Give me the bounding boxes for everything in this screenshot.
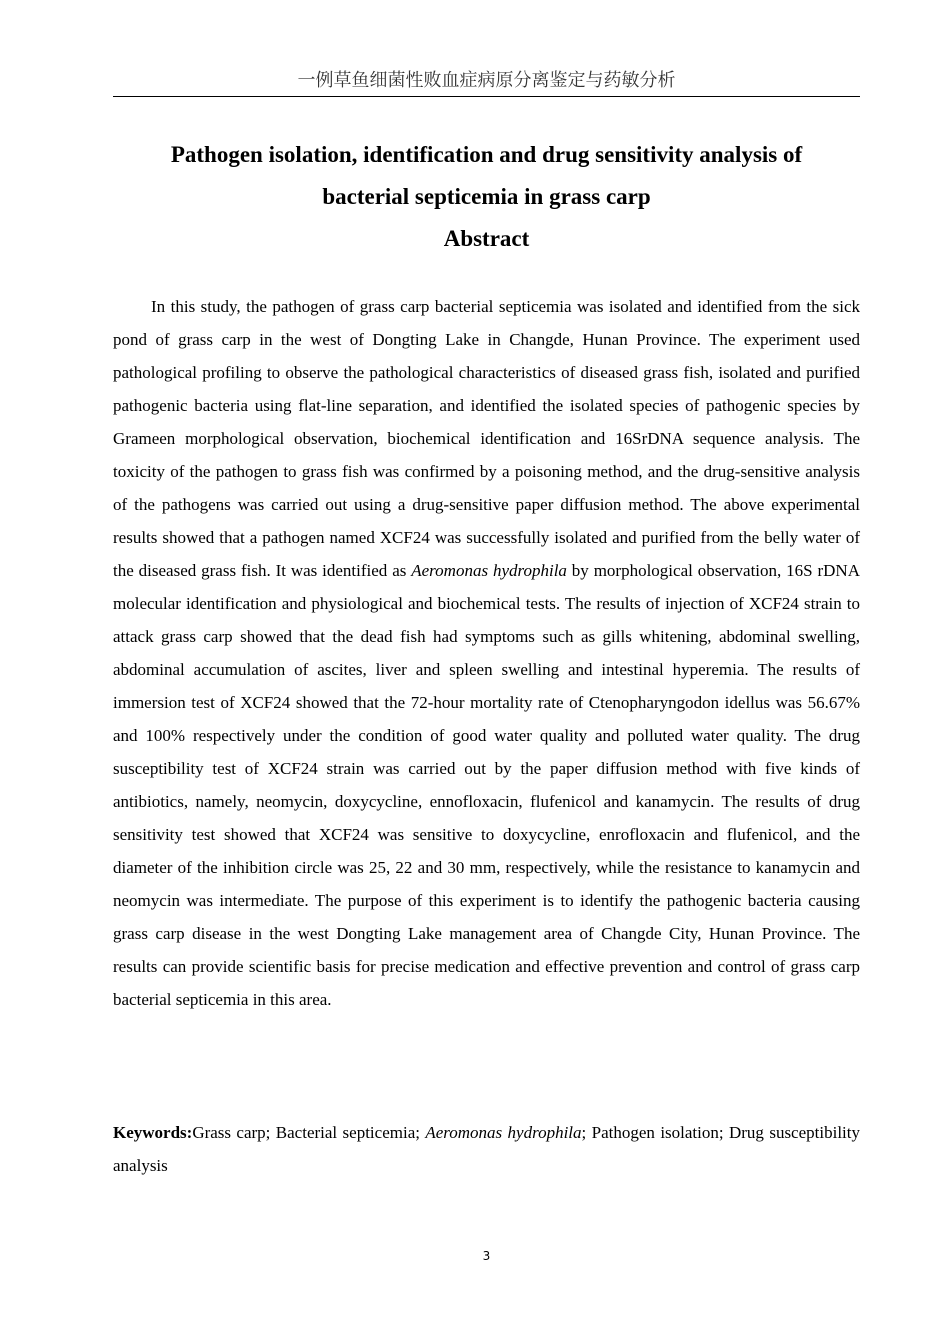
abstract-text-part-2: by morphological observation, 16S rDNA molecular identification and physiological and biochemical tests. The results of injection of XCF24 strain to attack grass carp showed that the dead fish had symptoms such as gills whitening, abdominal swelling, abdominal accumulation of ascites, liver and spleen swelling and intestinal hyperemia. The results of immersion test of XCF24 showed that the 72-hour mortality rate of Ctenopharyngodon idellus was 56.67% and 100% respectively under the condition of good water quality and polluted water quality. The drug susceptibility test of XCF24 strain was carried out by the paper diffusion method with five kinds of antibiotics, namely, neomycin, doxycycline, ennofloxacin, flufenicol and kanamycin. The results of drug sensitivity test showed that XCF24 was sensitive to doxycycline, enrofloxacin and flufenicol, and the diameter of the inhibition circle was 25, 22 and 30 mm, respectively, while the resistance to kanamycin and neomycin was intermediate. The purpose of this experiment is to identify the pathogenic bacteria causing grass carp disease in the west Dongting Lake management area of Changde City, Hunan Province. The results can provide scientific basis for precise medication and effective prevention and control of grass carp bacterial septicemia in this area. xyxy=(113,561,860,1009)
paper-title xyxy=(113,134,860,218)
running-header: 一例草鱼细菌性败血症病原分离鉴定与药敏分析 xyxy=(297,70,676,91)
page-number: 3 xyxy=(482,1249,491,1263)
paper-title-line-2: bacterial septicemia in grass carp xyxy=(322,184,651,209)
keywords-label: Keywords: xyxy=(113,1123,193,1142)
abstract-species-name: Aeromonas hydrophila xyxy=(411,561,567,580)
header-divider xyxy=(113,96,860,97)
abstract-paragraph xyxy=(113,290,860,1016)
abstract-heading: Abstract xyxy=(443,226,530,251)
keywords-species-name: Aeromonas hydrophila xyxy=(425,1123,582,1142)
paper-title-line-1: Pathogen isolation, identification and drug sensitivity analysis of xyxy=(170,142,803,167)
keywords-text-part-2: ; Pathogen isolation; Drug susceptibility analysis xyxy=(113,1123,860,1175)
keywords-text-part-1: Grass carp; Bacterial septicemia; xyxy=(192,1123,426,1142)
abstract-text-part-1: In this study, the pathogen of grass carp bacterial septicemia was isolated and identified from the sick pond of grass carp in the west of Dongting Lake in Changde, Hunan Province. The experiment used pathological profiling to observe the pathological characteristics of diseased grass fish, isolated and purified pathogenic bacteria using flat-line separation, and identified the isolated species of pathogenic species by Grameen morphological observation, biochemical identification and 16SrDNA sequence analysis. The toxicity of the pathogen to grass fish was confirmed by a poisoning method, and the drug-sensitive analysis of the pathogens was carried out using a drug-sensitive paper diffusion method. The above experimental results showed that a pathogen named XCF24 was successfully isolated and purified from the belly water of the diseased grass fish. It was identified as xyxy=(113,297,860,580)
keywords-paragraph xyxy=(113,1116,860,1182)
